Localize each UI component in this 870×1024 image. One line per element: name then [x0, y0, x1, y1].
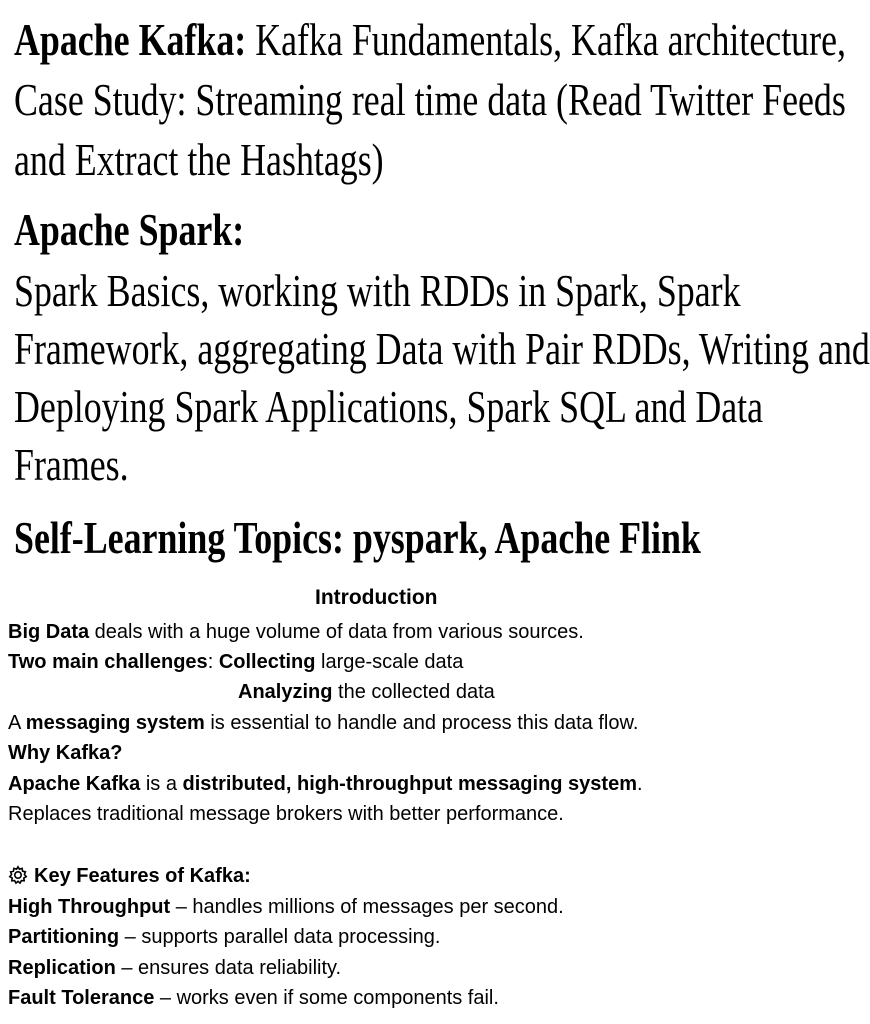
feature-item — [8, 926, 440, 949]
analyzing-term: Analyzing — [238, 681, 333, 703]
collecting-desc: large-scale data — [315, 651, 464, 673]
messaging-line — [8, 712, 638, 735]
big-data-desc: deals with a huge volume of data from various sources. — [89, 621, 584, 643]
why-kafka-heading: Why Kafka? — [8, 742, 123, 764]
feature-item — [8, 896, 564, 919]
feature-desc: – ensures data reliability. — [115, 957, 342, 979]
gear-icon — [8, 865, 28, 885]
feature-item — [8, 957, 341, 980]
feature-term: Partitioning — [8, 926, 120, 948]
spark-line-4: Frames. — [14, 439, 129, 490]
messaging-desc: is essential to handle and process this data flow. — [204, 712, 639, 734]
spark-line-3: Deploying Spark Applications, Spark SQL and Data — [14, 381, 764, 432]
challenges-term: Two main challenges — [8, 651, 208, 673]
apache-kafka-term: Apache Kafka — [8, 773, 141, 795]
challenges-colon: : — [207, 651, 219, 673]
feature-term: Replication — [8, 957, 116, 979]
apache-kafka-line — [8, 773, 643, 796]
feature-term: High Throughput — [8, 896, 171, 918]
challenges-line — [8, 651, 463, 674]
apache-kafka-period: . — [637, 773, 643, 795]
kafka-line-2: Case Study: Streaming real time data (Read Twitter Feeds — [14, 74, 846, 125]
apache-kafka-desc: distributed, high-throughput messaging system — [182, 773, 637, 795]
feature-desc: – handles millions of messages per second. — [170, 896, 564, 918]
messaging-term: messaging system — [25, 712, 205, 734]
analyzing-desc: the collected data — [332, 681, 495, 703]
kafka-topics: Kafka Fundamentals, Kafka architecture, — [246, 14, 846, 65]
spark-heading: Apache Spark: — [14, 204, 245, 255]
feature-desc: – supports parallel data processing. — [119, 926, 441, 948]
spark-line-1: Spark Basics, working with RDDs in Spark, Spark — [14, 265, 741, 316]
features-heading: Key Features of Kafka: — [34, 865, 251, 887]
features-heading-line — [8, 865, 251, 888]
collecting-term: Collecting — [218, 651, 316, 673]
feature-desc: – works even if some components fail. — [154, 987, 499, 1009]
introduction-title: Introduction — [315, 586, 438, 609]
messaging-prefix: A — [8, 712, 26, 734]
kafka-line-3: and Extract the Hashtags) — [14, 134, 384, 185]
kafka-heading: Apache Kafka: — [14, 14, 247, 65]
feature-term: Fault Tolerance — [8, 987, 155, 1009]
feature-item — [8, 987, 499, 1010]
big-data-line — [8, 621, 584, 644]
self-learning-topics: Self-Learning Topics: pyspark, Apache Flink — [14, 512, 701, 563]
big-data-term: Big Data — [8, 621, 90, 643]
replaces-line: Replaces traditional message brokers with better performance. — [8, 803, 564, 825]
spark-line-2: Framework, aggregating Data with Pair RDDs, Writing and — [14, 323, 870, 374]
apache-kafka-is: is a — [140, 773, 183, 795]
analyzing-line — [238, 681, 495, 704]
